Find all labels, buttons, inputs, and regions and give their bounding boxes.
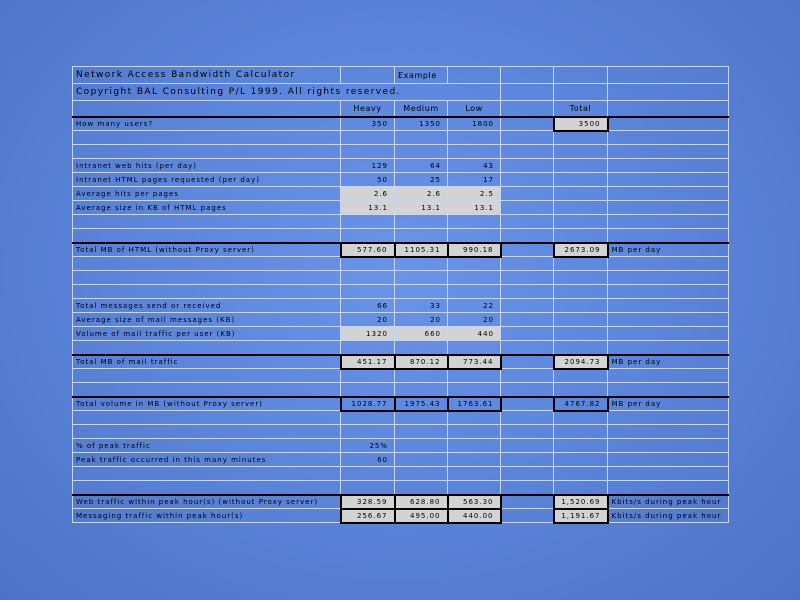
total-mail-total: 2094.73 [554, 355, 608, 369]
total-html-low: 990.18 [448, 243, 501, 257]
peak-web-total: 1,520.69 [554, 495, 608, 509]
hits-per-page-heavy: 2.6 [341, 187, 395, 201]
mail-volume-heavy: 1320 [341, 327, 395, 341]
total-html-label: Total MB of HTML (without Proxy server) [73, 243, 341, 257]
mail-size-low[interactable]: 20 [448, 313, 501, 327]
mail-messages-medium[interactable]: 33 [395, 299, 448, 313]
page-size-low: 13.1 [448, 201, 501, 215]
total-mail-unit: MB per day [608, 355, 729, 369]
sheet-title: Network Access Bandwidth Calculator [73, 67, 341, 84]
mail-messages-low[interactable]: 22 [448, 299, 501, 313]
web-hits-low[interactable]: 43 [448, 159, 501, 173]
peak-web-unit: Kbits/s during peak hour [608, 495, 729, 509]
mail-messages-heavy[interactable]: 66 [341, 299, 395, 313]
peak-messaging-total: 1,191.67 [554, 509, 608, 523]
mail-size-label: Average size of mail messages (KB) [73, 313, 341, 327]
users-heavy-input[interactable]: 350 [341, 117, 395, 131]
users-low-input[interactable]: 1800 [448, 117, 501, 131]
total-mail-label: Total MB of mail traffic [73, 355, 341, 369]
html-pages-label: Intranet HTML pages requested (per day) [73, 173, 341, 187]
total-html-heavy: 577.60 [341, 243, 395, 257]
col-header-medium: Medium [395, 101, 448, 117]
col-header-total: Total [554, 101, 608, 117]
users-medium-input[interactable]: 1350 [395, 117, 448, 131]
total-html-unit: MB per day [608, 243, 729, 257]
peak-web-medium: 628.80 [395, 495, 448, 509]
total-volume-unit: MB per day [608, 397, 729, 411]
hits-per-page-medium: 2.6 [395, 187, 448, 201]
html-pages-medium[interactable]: 25 [395, 173, 448, 187]
example-label: Example [395, 67, 448, 84]
total-volume-low: 1763.61 [448, 397, 501, 411]
copyright-notice: Copyright BAL Consulting P/L 1999. All rights reserved. [73, 84, 501, 101]
peak-messaging-label: Messaging traffic within peak hour(s) [73, 509, 341, 523]
hits-per-page-label: Average hits per pages [73, 187, 341, 201]
mail-size-medium[interactable]: 20 [395, 313, 448, 327]
total-volume-label: Total volume in MB (without Proxy server) [73, 397, 341, 411]
total-volume-total: 4767.82 [554, 397, 608, 411]
peak-messaging-heavy: 256.67 [341, 509, 395, 523]
total-mail-medium: 870.12 [395, 355, 448, 369]
total-mail-heavy: 451.17 [341, 355, 395, 369]
html-pages-heavy[interactable]: 50 [341, 173, 395, 187]
page-size-heavy: 13.1 [341, 201, 395, 215]
col-header-heavy: Heavy [341, 101, 395, 117]
mail-size-heavy[interactable]: 20 [341, 313, 395, 327]
users-label: How many users? [73, 117, 341, 131]
peak-web-heavy: 328.59 [341, 495, 395, 509]
mail-messages-label: Total messages send or received [73, 299, 341, 313]
peak-web-low: 563.30 [448, 495, 501, 509]
total-html-total: 2673.09 [554, 243, 608, 257]
web-hits-label: Intranet web hits (per day) [73, 159, 341, 173]
peak-messaging-medium: 495.00 [395, 509, 448, 523]
mail-volume-medium: 660 [395, 327, 448, 341]
html-pages-low[interactable]: 17 [448, 173, 501, 187]
web-hits-medium[interactable]: 64 [395, 159, 448, 173]
mail-volume-low: 440 [448, 327, 501, 341]
peak-messaging-low: 440.00 [448, 509, 501, 523]
total-volume-heavy: 1028.77 [341, 397, 395, 411]
mail-volume-label: Volume of mail traffic per user (KB) [73, 327, 341, 341]
web-hits-heavy[interactable]: 129 [341, 159, 395, 173]
bandwidth-calculator-sheet [72, 66, 729, 524]
peak-percent-input[interactable]: 25% [341, 439, 395, 453]
peak-minutes-label: Peak traffic occurred in this many minutes [73, 453, 341, 467]
total-mail-low: 773.44 [448, 355, 501, 369]
col-header-low: Low [448, 101, 501, 117]
peak-messaging-unit: Kbits/s during peak hour [608, 509, 729, 523]
hits-per-page-low: 2.5 [448, 187, 501, 201]
peak-web-label: Web traffic within peak hour(s) (without Proxy server) [73, 495, 341, 509]
page-size-label: Average size in KB of HTML pages [73, 201, 341, 215]
total-html-medium: 1105.31 [395, 243, 448, 257]
page-size-medium: 13.1 [395, 201, 448, 215]
total-volume-medium: 1975.43 [395, 397, 448, 411]
users-total-cell: 3500 [554, 117, 608, 131]
peak-percent-label: % of peak traffic [73, 439, 341, 453]
peak-minutes-input[interactable]: 60 [341, 453, 395, 467]
